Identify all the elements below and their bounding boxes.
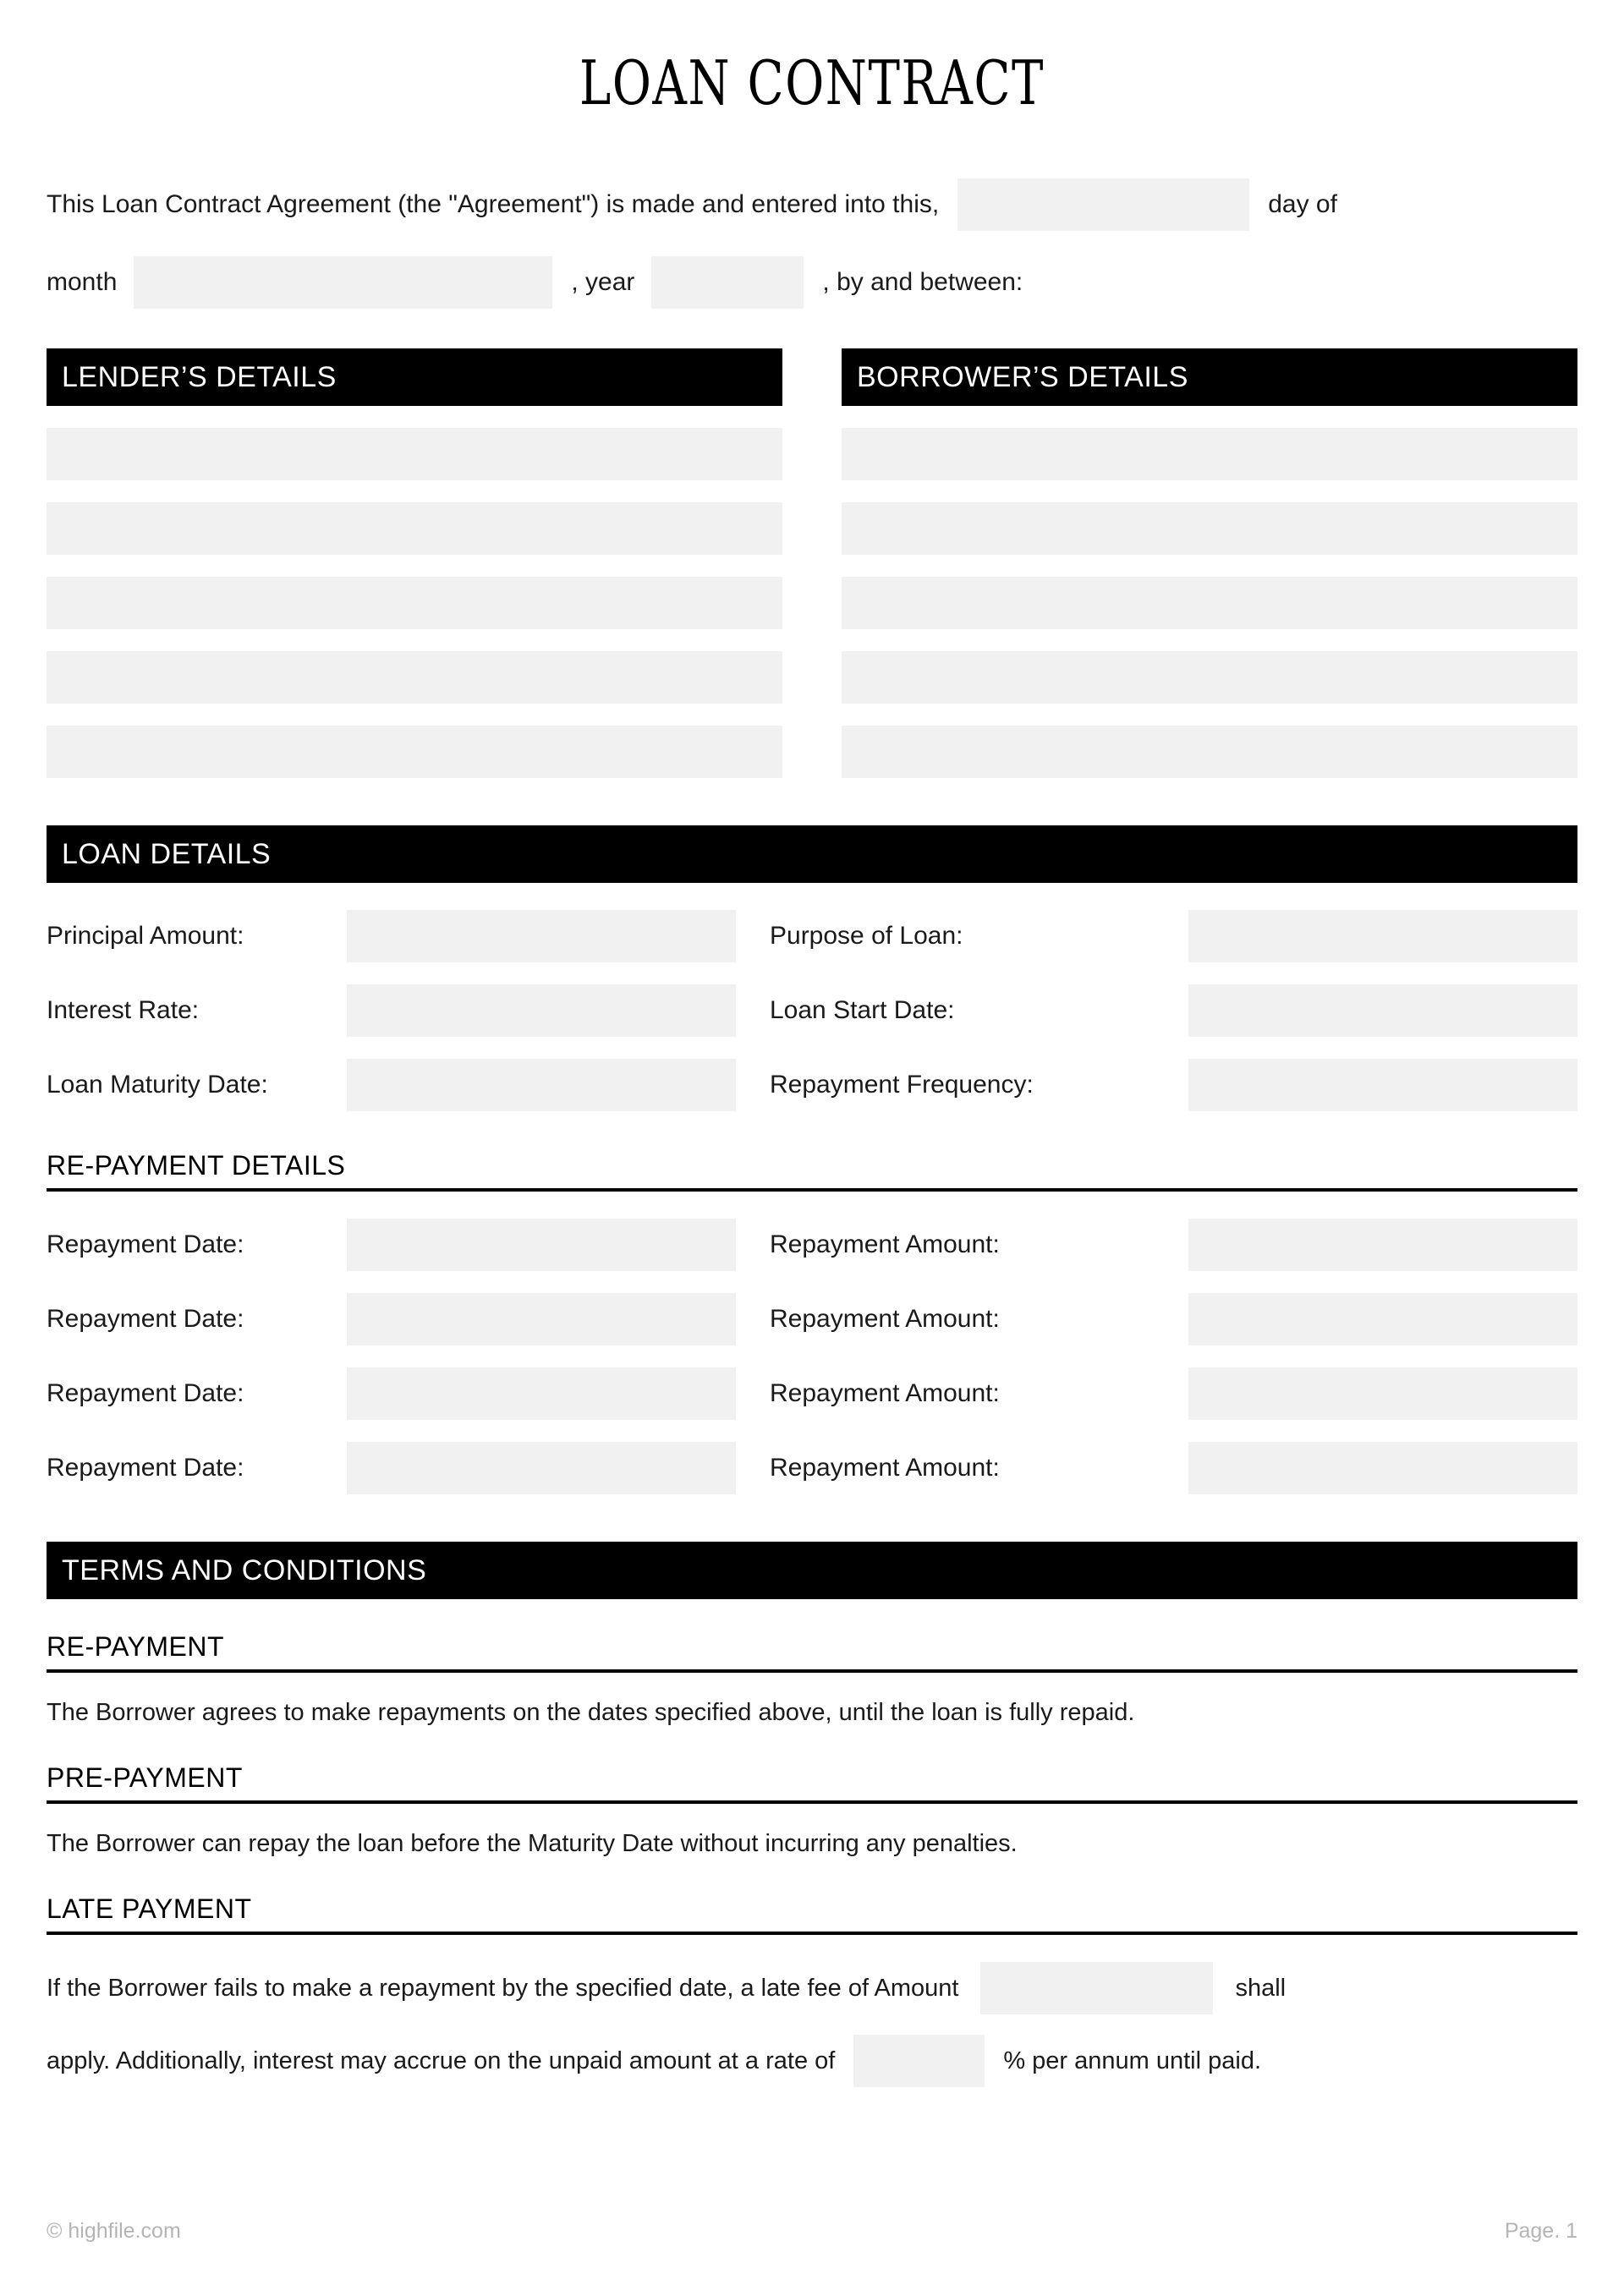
label-loan-maturity-date: Loan Maturity Date: <box>47 1071 268 1099</box>
input-repayment-amount-4[interactable] <box>1188 1442 1577 1494</box>
input-repayment-date-4[interactable] <box>347 1442 736 1494</box>
input-interest-rate[interactable] <box>347 984 736 1037</box>
loan-details-grid <box>47 910 1577 1111</box>
label-repayment-amount-2: Repayment Amount: <box>770 1305 1000 1333</box>
input-purpose-of-loan[interactable] <box>1188 910 1577 962</box>
borrower-column <box>842 348 1577 778</box>
late-payment-line-1 <box>47 1952 1577 2025</box>
terms-repayment-heading: RE-PAYMENT <box>47 1631 1577 1673</box>
label-repayment-date-3: Repayment Date: <box>47 1379 244 1407</box>
label-purpose-of-loan: Purpose of Loan: <box>770 922 963 950</box>
page-title: LOAN CONTRACT <box>579 47 1045 118</box>
intro-text-before-day: This Loan Contract Agreement (the "Agreement") is made and entered into this, <box>47 190 940 218</box>
input-loan-start-date[interactable] <box>1188 984 1577 1037</box>
lender-field-2[interactable] <box>47 502 782 555</box>
input-repayment-amount-1[interactable] <box>1188 1219 1577 1271</box>
late-payment-line-2 <box>47 2025 1577 2097</box>
terms-prepayment-body: The Borrower can repay the loan before the Maturity Date without incurring any penalties. <box>47 1830 1018 1858</box>
late-fee-amount-input[interactable] <box>980 1962 1213 2014</box>
terms-and-conditions-section <box>47 1542 1577 2097</box>
label-loan-start-date: Loan Start Date: <box>770 996 955 1024</box>
terms-and-conditions-heading: TERMS AND CONDITIONS <box>47 1542 1577 1599</box>
intro-line-1 <box>47 166 1577 244</box>
borrower-details-heading: BORROWER’S DETAILS <box>842 348 1577 406</box>
input-principal-amount[interactable] <box>347 910 736 962</box>
label-repayment-date-2: Repayment Date: <box>47 1305 244 1333</box>
late-payment-text-before-fee: If the Borrower fails to make a repayment by the specified date, a late fee of Amount <box>47 1974 959 2002</box>
day-input[interactable] <box>957 178 1249 231</box>
year-input[interactable] <box>651 256 804 309</box>
borrower-field-1[interactable] <box>842 428 1577 480</box>
terms-late-payment-heading: LATE PAYMENT <box>47 1893 1577 1935</box>
late-payment-text-before-rate: apply. Additionally, interest may accrue on the unpaid amount at a rate of <box>47 2047 836 2074</box>
borrower-field-4[interactable] <box>842 651 1577 704</box>
lender-fields <box>47 428 782 778</box>
lender-field-4[interactable] <box>47 651 782 704</box>
lender-column <box>47 348 782 778</box>
borrower-field-5[interactable] <box>842 726 1577 778</box>
repayment-details-heading: RE-PAYMENT DETAILS <box>47 1150 1577 1192</box>
lender-field-3[interactable] <box>47 577 782 629</box>
terms-repayment-body: The Borrower agrees to make repayments on the dates specified above, until the loan is fully repaid. <box>47 1699 1135 1726</box>
terms-late-payment-body <box>47 1952 1577 2097</box>
input-repayment-date-2[interactable] <box>347 1293 736 1345</box>
year-label: , year <box>571 268 635 296</box>
input-repayment-amount-2[interactable] <box>1188 1293 1577 1345</box>
label-interest-rate: Interest Rate: <box>47 996 200 1024</box>
borrower-fields <box>842 428 1577 778</box>
borrower-field-2[interactable] <box>842 502 1577 555</box>
input-repayment-frequency[interactable] <box>1188 1059 1577 1111</box>
lender-details-heading: LENDER’S DETAILS <box>47 348 782 406</box>
loan-details-heading: LOAN DETAILS <box>47 825 1577 883</box>
input-repayment-date-1[interactable] <box>347 1219 736 1271</box>
intro-text-by-and-between: , by and between: <box>822 268 1023 296</box>
intro-line-2 <box>47 244 1577 321</box>
page-footer <box>47 2219 1577 2244</box>
footer-copyright: © highfile.com <box>47 2219 181 2243</box>
month-input[interactable] <box>134 256 552 309</box>
footer-page-number: Page. 1 <box>1504 2219 1577 2243</box>
intro-text-day-of: day of <box>1268 190 1337 218</box>
label-repayment-date-4: Repayment Date: <box>47 1454 244 1482</box>
label-repayment-date-1: Repayment Date: <box>47 1230 244 1258</box>
input-repayment-date-3[interactable] <box>347 1367 736 1420</box>
label-repayment-amount-4: Repayment Amount: <box>770 1454 1000 1482</box>
late-payment-text-per-annum: % per annum until paid. <box>1003 2047 1262 2074</box>
intro-paragraph <box>47 166 1577 321</box>
repayment-details-grid <box>47 1219 1577 1494</box>
label-principal-amount: Principal Amount: <box>47 922 244 950</box>
late-interest-rate-input[interactable] <box>853 2035 985 2087</box>
terms-prepayment-heading: PRE-PAYMENT <box>47 1762 1577 1804</box>
parties-section <box>47 348 1577 778</box>
lender-field-1[interactable] <box>47 428 782 480</box>
lender-field-5[interactable] <box>47 726 782 778</box>
late-payment-text-shall: shall <box>1235 1974 1287 2002</box>
borrower-field-3[interactable] <box>842 577 1577 629</box>
input-repayment-amount-3[interactable] <box>1188 1367 1577 1420</box>
label-repayment-frequency: Repayment Frequency: <box>770 1071 1034 1099</box>
label-repayment-amount-3: Repayment Amount: <box>770 1379 1000 1407</box>
label-repayment-amount-1: Repayment Amount: <box>770 1230 1000 1258</box>
loan-details-section <box>47 825 1577 1494</box>
input-loan-maturity-date[interactable] <box>347 1059 736 1111</box>
month-label: month <box>47 268 118 296</box>
